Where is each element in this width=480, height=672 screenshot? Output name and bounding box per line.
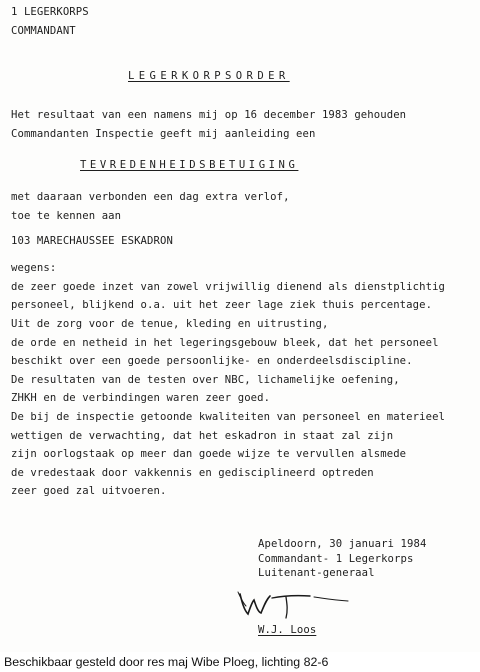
reason-line: beschikt over een goede persoonlijke- en onderdeelsdiscipline.: [11, 355, 413, 367]
reason-line: de vredestaak door vakkennis en gedisciplineerd optreden: [11, 467, 374, 479]
reason-line: personeel, blijkend o.a. uit het zeer lage ziek thuis percentage.: [11, 299, 433, 311]
document-title: LEGERKORPSORDER: [128, 70, 290, 82]
signer-rank: Luitenant-generaal: [258, 567, 375, 579]
header-line-1: 1 LEGERKORPS: [11, 6, 89, 18]
award-line-1: met daaraan verbonden een dag extra verlof,: [11, 191, 290, 203]
reason-line: de orde en netheid in het legeringsgebouw bleek, dat het personeel: [11, 337, 439, 349]
intro-line-2: Commandanten Inspectie geeft mij aanleiding een: [11, 128, 316, 140]
intro-line-1: Het resultaat van een namens mij op 16 december 1983 gehouden: [11, 109, 407, 121]
header-line-2: COMMANDANT: [11, 25, 76, 37]
reason-line: de zeer goede inzet van zowel vrijwillig dienend als dienstplichtig: [11, 281, 446, 293]
reason-line: Uit de zorg voor de tenue, kleding en uitrusting,: [11, 318, 329, 330]
handwritten-signature: [236, 588, 356, 624]
signatory-name: W.J. Loos: [258, 624, 317, 636]
reason-line: zeer goed zal uitvoeren.: [11, 485, 167, 497]
unit-name: 103 MARECHAUSSEE ESKADRON: [11, 235, 173, 247]
signer-role: Commandant- 1 Legerkorps: [258, 553, 414, 565]
place-date: Apeldoorn, 30 januari 1984: [258, 538, 427, 550]
reason-line: De bij de inspectie getoonde kwaliteiten van personeel en materieel: [11, 411, 446, 423]
reasons-label: wegens:: [11, 262, 57, 274]
award-line-2: toe te kennen aan: [11, 210, 122, 222]
commendation-heading: TEVREDENHEIDSBETUIGING: [80, 159, 299, 171]
reason-line: De resultaten van de testen over NBC, lichamelijke oefening,: [11, 374, 400, 386]
image-caption: Beschikbaar gesteld door res maj Wibe Ploeg, lichting 82-6: [4, 655, 329, 669]
reason-line: wettigen de verwachting, dat het eskadron in staat zal zijn: [11, 430, 394, 442]
reason-line: zijn oorlogstaak op meer dan goede wijze te vervullen alsmede: [11, 448, 407, 460]
reason-line: ZHKH en de verbindingen waren zeer goed.: [11, 392, 271, 404]
